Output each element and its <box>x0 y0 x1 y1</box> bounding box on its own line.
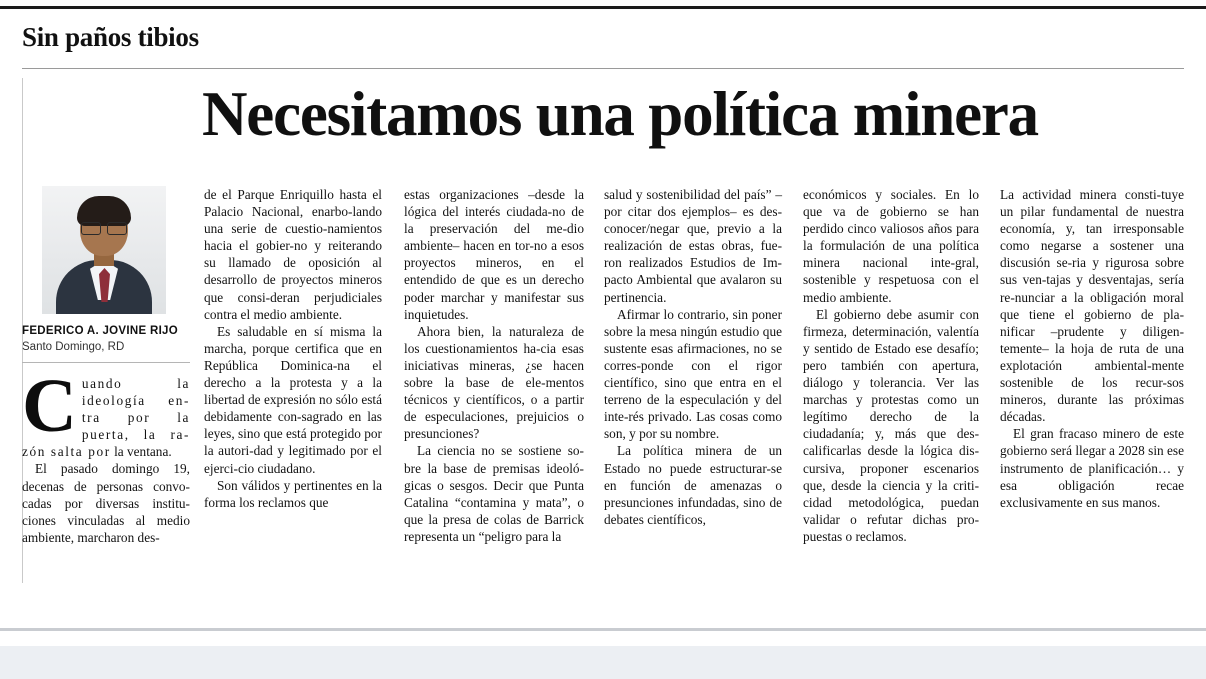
article-column-3 <box>404 186 584 545</box>
paragraph: Afirmar lo contrario, sin poner sobre la mesa ningún estudio que sustente esas afirmaciones, no se corres-ponde con el rigor científico, sino que entra en el terreno de la especulación y del inte-rés privado. Las cosas como son, y por su nombre. <box>604 306 782 442</box>
lead-text: uando la ideología en-tra por la puerta, la ra-zón salta por <box>22 376 190 460</box>
article-column-1 <box>22 364 190 546</box>
paragraph: salud y sostenibilidad del país” –por citar dos ejemplos– es des-conocer/negar que, previo a la realización de estas obras, fue-ron realizados Estudios de Im-pacto Ambiental que avalaron su pertinencia. <box>604 187 782 305</box>
article-column-6 <box>1000 186 1184 511</box>
kicker-divider <box>22 68 1184 69</box>
paragraph: El pasado domingo 19, decenas de personas convo-cadas por diversas institu-ciones vinculadas al medio ambiente, marcharon des- <box>22 461 190 545</box>
paragraph: La actividad minera consti-tuye un pilar fundamental de nuestra economía, y, tan irresponsable como negarse a sostener una discusión se-ria y rigurosa sobre sus ven-tajas y desventajas, sería re-nunciar a la obligación moral que tiene el gobierno de pla-nificar –prudente y diligen-temente– la hoja de ruta de una explotación ambiental-mente sostenible de los recur-sos mineros, durante las próximas décadas. <box>1000 187 1184 425</box>
article-column-2 <box>204 186 382 511</box>
paragraph: La ciencia no se sostiene so-bre la base de premisas ideoló-gicas o sesgos. Decir que Punta Catalina “contamina y mata”, o que la presa de colas de Barrick representa un “peligro para la <box>404 443 584 544</box>
paragraph: Son válidos y pertinentes en la forma los reclamos que <box>204 477 382 510</box>
paragraph: El gran fracaso minero de este gobierno será llegar a 2028 sin ese instrumento de planificación… y esa obligación recae exclusivamente en sus manos. <box>1000 426 1184 510</box>
glasses-icon <box>80 222 128 233</box>
top-divider <box>0 6 1206 9</box>
lead-text-rest: la ventana. <box>110 444 172 460</box>
author-divider <box>22 362 190 363</box>
article-column-4 <box>604 186 782 528</box>
page-title: Necesitamos una política minera <box>202 79 1038 149</box>
paragraph: La política minera de un Estado no puede estructurar-se en función de amenazas o presunciones infundadas, sino de debates científicos, <box>604 443 782 527</box>
paragraph: El gobierno debe asumir con firmeza, determinación, valentía y sentido de Estado ese desafío; pero también con apertura, diálogo y tolerancia. Ver las marchas y protestas como un legítimo derecho de la ciudadanía; y, más que des-calificarlas desde la lógica dis-cursiva, proponer escenarios que, desde la ciencia y la criti-cidad metodológica, puedan validar o refutar dichas pro-puestas o reclamos. <box>803 306 979 544</box>
author-location: Santo Domingo, RD <box>22 341 125 353</box>
paragraph: de el Parque Enriquillo hasta el Palacio Nacional, enarbo-lando una serie de cuestio-namientos hacia el gobier-no y reiterando su llamado de oposición al desarrollo de proyectos mineros que consi-deran perjudiciales contra el medio ambiente. <box>204 187 382 322</box>
author-name: FEDERICO A. JOVINE RIJO <box>22 325 179 337</box>
paragraph: estas organizaciones –desde la lógica del interés ciudada-no de la preservación del me-dio ambiente– hacen en tor-no a esos proyectos mineros, en el entendido de que es un derecho poder marchar y manifestar sus inquietudes. <box>404 187 584 322</box>
paragraph: económicos y sociales. En lo que va de gobierno se han perdido cinco valiosos años para la formulación de una política minera nacional inte-gral, sostenible y respetuosa con el medio ambiente. <box>803 187 979 305</box>
paragraph <box>22 364 190 460</box>
avatar <box>42 186 166 314</box>
article-column-5 <box>803 186 979 545</box>
paragraph: Ahora bien, la naturaleza de los cuestionamientos ha-cia esas iniciativas mineras, ¿se hacen sobre la base de ele-mentos técnicos y científicos, o a partir de especulaciones, prejuicios o presunciones? <box>404 323 584 442</box>
bottom-divider <box>0 628 1206 631</box>
bottom-band <box>0 646 1206 679</box>
paragraph: Es saludable en sí misma la marcha, porque certifica que en República Dominica-na el derecho a la protesta y a la libertad de expresión no sólo está debidamente con-sagrado en las leyes, sino que está protegido por la autori-dad y legitimado por el ejerci-cio ciudadano. <box>204 323 382 476</box>
drop-cap: C <box>22 364 77 448</box>
section-kicker: Sin paños tibios <box>22 22 199 52</box>
